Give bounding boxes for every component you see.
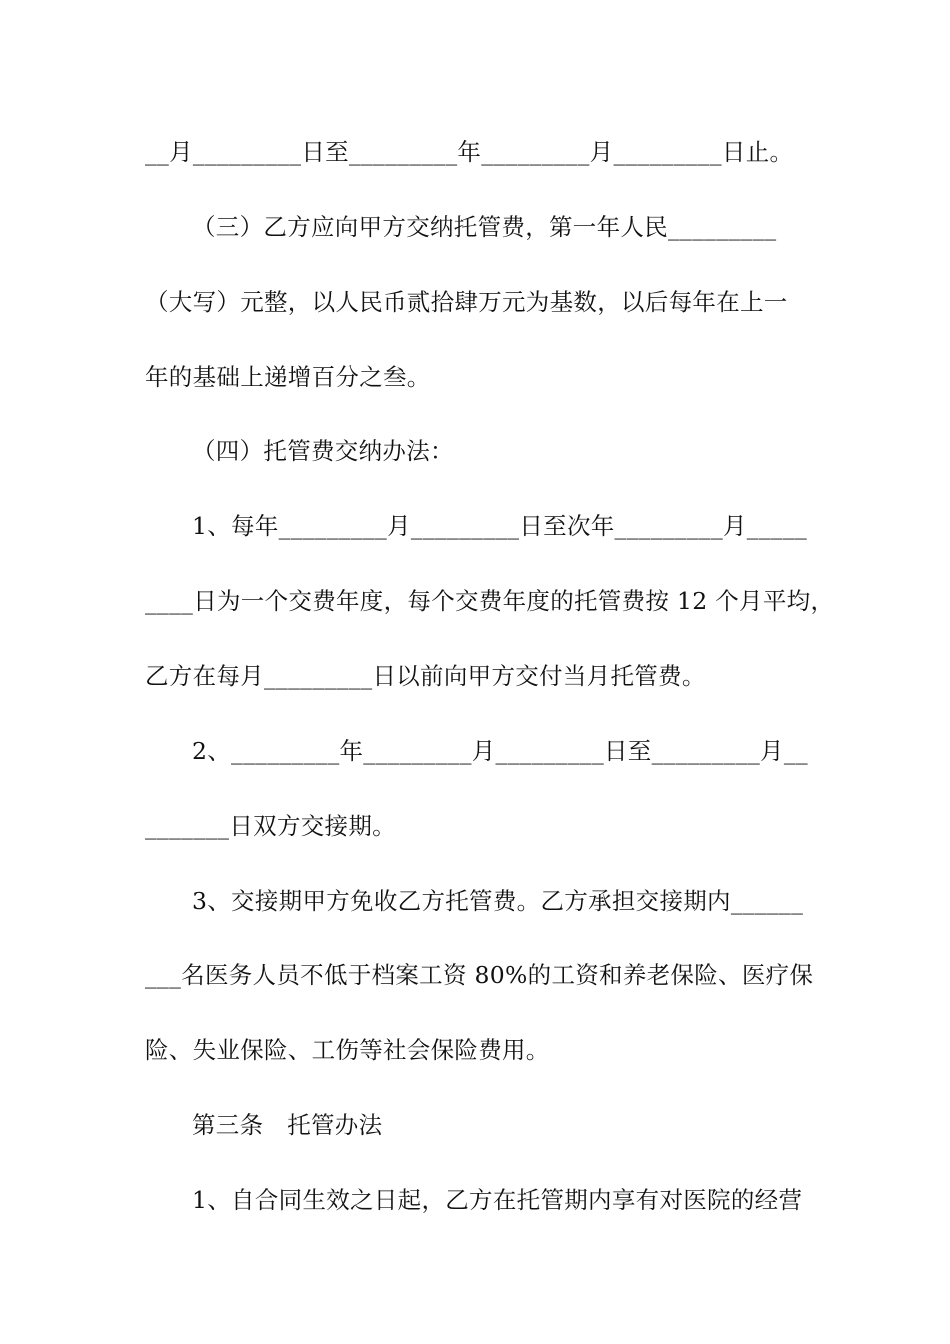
text-line-15: 1、自合同生效之日起，乙方在托管期内享有对医院的经营 [192,1186,803,1214]
text-line-13: 险、失业保险、工伤等社会保险费用。 [145,1036,550,1064]
text-line-7: ____日为一个交费年度，每个交费年度的托管费按 12 个月平均， [145,587,835,615]
text-line-2: （三）乙方应向甲方交纳托管费，第一年人民_________ [192,213,777,241]
text-line-6: 1、每年_________月_________日至次年_________月_____ [192,512,808,540]
text-line-9: 2、_________年_________月_________日至_________月__ [192,737,808,765]
text-line-4: 年的基础上递增百分之叁。 [145,363,431,391]
text-line-11: 3、交接期甲方免收乙方托管费。乙方承担交接期内______ [192,887,804,915]
text-line-12: ___名医务人员不低于档案工资 80%的工资和养老保险、医疗保 [145,961,814,989]
text-line-3: （大写）元整，以人民币贰拾肆万元为基数，以后每年在上一 [145,288,788,316]
text-line-1: __月_________日至_________年_________月_________日止。 [145,138,794,166]
section-heading-fee-payment: （四）托管费交纳办法： [192,437,454,465]
text-line-10: _______日双方交接期。 [145,812,396,840]
article-heading-3: 第三条 托管办法 [192,1111,383,1139]
text-line-8: 乙方在每月_________日以前向甲方交付当月托管费。 [145,662,706,690]
